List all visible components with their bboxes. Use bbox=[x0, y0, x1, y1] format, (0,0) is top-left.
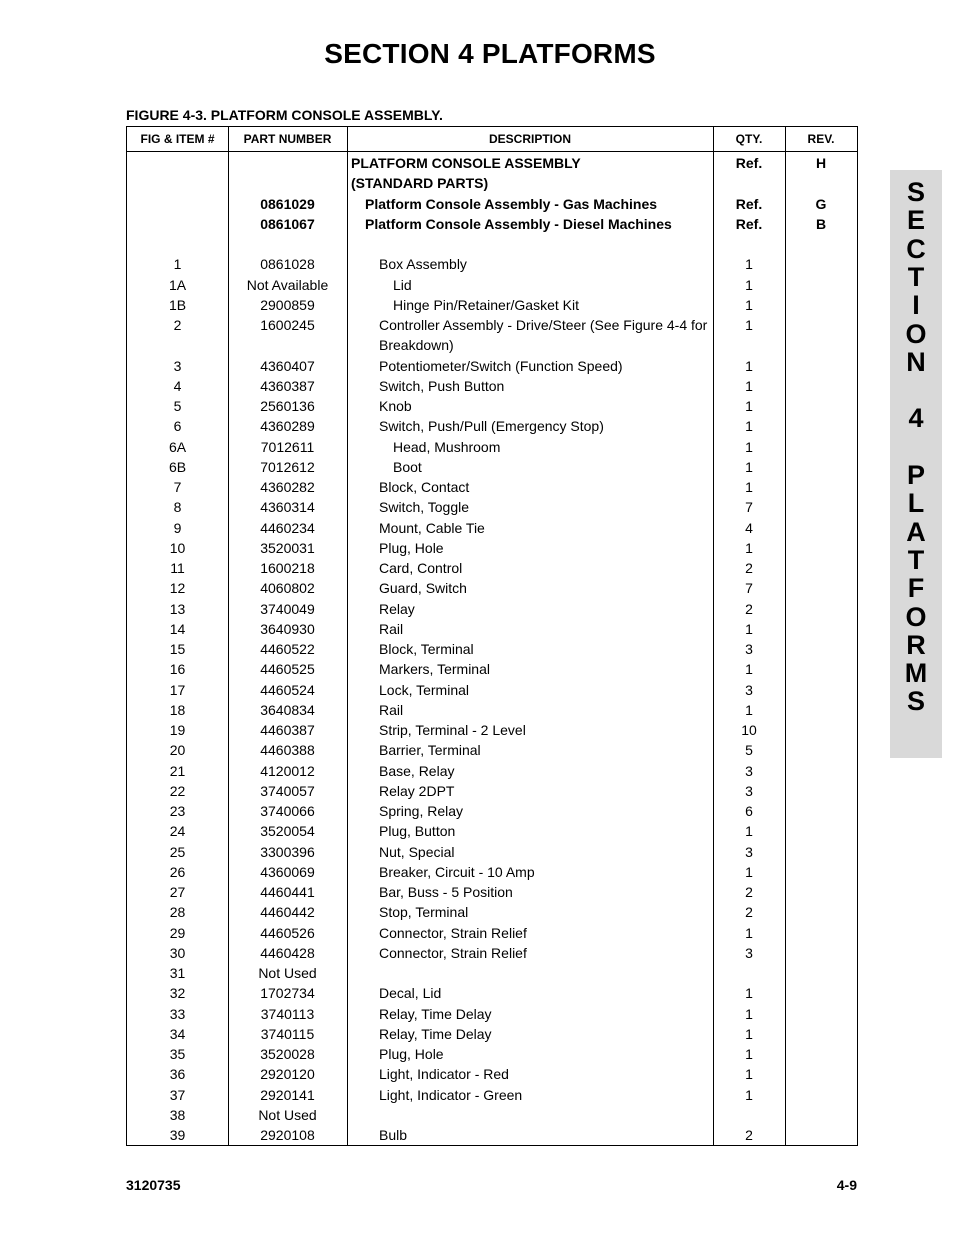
cell-description: Hinge Pin/Retainer/Gasket Kit bbox=[393, 296, 579, 313]
table-row bbox=[127, 214, 857, 234]
cell-part-number: 3740049 bbox=[260, 600, 315, 617]
cell-description: Decal, Lid bbox=[379, 985, 442, 1002]
cell-qty: 1 bbox=[745, 1066, 753, 1083]
table-row bbox=[127, 1064, 857, 1084]
cell-part-number: 4460524 bbox=[260, 681, 315, 698]
cell-description: Breaker, Circuit - 10 Amp bbox=[379, 863, 535, 880]
table-row bbox=[127, 923, 857, 943]
cell-fig-item: 11 bbox=[170, 560, 185, 576]
side-tab-letter: F bbox=[907, 573, 925, 604]
cell-qty: 1 bbox=[745, 438, 753, 455]
table-row bbox=[127, 862, 857, 882]
table-row bbox=[127, 821, 857, 841]
cell-qty: Ref. bbox=[735, 215, 763, 232]
cell-part-number: 3740066 bbox=[260, 803, 315, 819]
cell-part-number: 4460234 bbox=[260, 519, 315, 536]
cell-description: Platform Console Assembly - Diesel Machines bbox=[365, 215, 672, 232]
table-row bbox=[127, 275, 857, 295]
cell-description: Potentiometer/Switch (Function Speed) bbox=[379, 357, 623, 374]
cell-part-number: 0861029 bbox=[260, 195, 315, 212]
cell-description: Base, Relay bbox=[379, 762, 455, 779]
table-row bbox=[127, 578, 857, 598]
side-tab-letter: C bbox=[906, 233, 926, 264]
cell-part-number: 4460387 bbox=[260, 722, 315, 738]
cell-qty: 1 bbox=[745, 458, 753, 475]
table-row bbox=[127, 1125, 857, 1145]
cell-fig-item: 35 bbox=[169, 1046, 186, 1062]
cell-rev: H bbox=[815, 155, 827, 171]
cell-part-number: 4460526 bbox=[260, 924, 315, 941]
cell-qty: Ref. bbox=[735, 155, 763, 171]
cell-description: PLATFORM CONSOLE ASSEMBLY bbox=[351, 155, 581, 171]
table-row bbox=[127, 1004, 857, 1024]
cell-fig-item: 30 bbox=[169, 944, 186, 961]
cell-fig-item: 28 bbox=[169, 904, 186, 921]
cell-description: Relay 2DPT bbox=[379, 782, 455, 799]
table-row bbox=[127, 1105, 857, 1125]
table-header bbox=[127, 127, 857, 152]
table-row bbox=[127, 639, 857, 659]
cell-fig-item: 27 bbox=[169, 884, 186, 900]
table-row bbox=[127, 963, 857, 983]
table-row bbox=[127, 376, 857, 396]
table-row bbox=[127, 740, 857, 760]
cell-qty: 2 bbox=[745, 1127, 753, 1143]
figure-title: FIGURE 4-3. PLATFORM CONSOLE ASSEMBLY. bbox=[126, 107, 443, 123]
cell-qty: 2 bbox=[745, 904, 753, 921]
cell-part-number: 7012611 bbox=[260, 438, 315, 455]
table-row bbox=[127, 538, 857, 558]
cell-qty: 1 bbox=[745, 479, 753, 495]
cell-fig-item: 7 bbox=[173, 479, 182, 495]
cell-fig-item: 6 bbox=[173, 418, 182, 435]
cell-qty: 1 bbox=[745, 1046, 753, 1062]
cell-part-number: 4360407 bbox=[260, 357, 315, 374]
table-row bbox=[127, 315, 857, 356]
cell-fig-item: 21 bbox=[169, 762, 186, 779]
cell-description: Stop, Terminal bbox=[379, 904, 469, 921]
side-tab-letter: R bbox=[906, 629, 926, 660]
cell-qty: 1 bbox=[745, 398, 753, 414]
table-row bbox=[127, 234, 857, 254]
cell-description: Block, Terminal bbox=[379, 641, 474, 657]
table-row bbox=[127, 497, 857, 517]
table-row bbox=[127, 194, 857, 214]
cell-part-number: 4360289 bbox=[260, 418, 315, 435]
cell-part-number: 3740115 bbox=[260, 1025, 315, 1042]
cell-qty: 6 bbox=[745, 803, 753, 819]
cell-part-number: 3520054 bbox=[260, 823, 315, 840]
cell-qty: 1 bbox=[745, 823, 753, 840]
cell-description: Head, Mushroom bbox=[393, 438, 501, 455]
side-tab-letter: A bbox=[906, 516, 926, 547]
cell-qty: 1 bbox=[745, 317, 753, 333]
cell-description: Lid bbox=[393, 276, 412, 293]
side-tab-letter: I bbox=[912, 290, 920, 321]
cell-part-number: 2560136 bbox=[260, 398, 315, 414]
cell-qty: 1 bbox=[745, 357, 753, 374]
table-row bbox=[127, 882, 857, 902]
table-row bbox=[127, 254, 857, 274]
cell-description: Rail bbox=[379, 620, 404, 637]
cell-fig-item: 8 bbox=[173, 499, 182, 516]
cell-description: Barrier, Terminal bbox=[379, 742, 481, 759]
cell-qty: 4 bbox=[745, 519, 753, 536]
table-row bbox=[127, 437, 857, 457]
cell-description: Relay, Time Delay bbox=[379, 1025, 492, 1042]
parts-table bbox=[126, 126, 858, 1146]
cell-qty: 1 bbox=[745, 296, 753, 313]
cell-description: Card, Control bbox=[379, 560, 463, 576]
cell-description: Controller Assembly - Drive/Steer (See Figure 4-4 for Breakdown) bbox=[379, 317, 708, 354]
cell-description: Connector, Strain Relief bbox=[379, 924, 527, 941]
cell-description: Plug, Hole bbox=[379, 1046, 444, 1062]
cell-description: Block, Contact bbox=[379, 479, 470, 495]
cell-qty: 1 bbox=[745, 1086, 753, 1103]
cell-qty: Ref. bbox=[735, 195, 763, 212]
side-tab-letter: 4 bbox=[908, 403, 924, 434]
cell-fig-item: 39 bbox=[169, 1127, 186, 1143]
cell-rev: G bbox=[815, 195, 827, 212]
table-row bbox=[127, 720, 857, 740]
cell-fig-item: 12 bbox=[169, 580, 186, 597]
header-rev: REV. bbox=[807, 132, 835, 146]
cell-description: Bulb bbox=[379, 1127, 408, 1143]
table-row bbox=[127, 1085, 857, 1105]
table-row bbox=[127, 396, 857, 416]
cell-part-number: 2900859 bbox=[260, 296, 315, 313]
cell-part-number: 2920120 bbox=[260, 1066, 315, 1083]
side-tab-letter: S bbox=[906, 177, 925, 207]
cell-fig-item: 19 bbox=[169, 722, 186, 738]
header-fig-item: FIG & ITEM # bbox=[140, 132, 215, 146]
cell-description: Rail bbox=[379, 701, 404, 718]
cell-qty: 1 bbox=[745, 276, 753, 293]
table-row bbox=[127, 295, 857, 315]
table-row bbox=[127, 700, 857, 720]
cell-description: Light, Indicator - Green bbox=[379, 1086, 523, 1103]
cell-qty: 1 bbox=[745, 1025, 753, 1042]
cell-description: Strip, Terminal - 2 Level bbox=[379, 722, 526, 738]
cell-description: Relay, Time Delay bbox=[379, 1005, 492, 1022]
cell-fig-item: 37 bbox=[169, 1086, 186, 1103]
cell-fig-item: 9 bbox=[173, 519, 182, 536]
cell-part-number: 4460388 bbox=[260, 742, 315, 759]
cell-part-number: 4460428 bbox=[260, 944, 315, 961]
header-description: DESCRIPTION bbox=[488, 132, 571, 146]
cell-description: Switch, Push Button bbox=[379, 377, 505, 394]
table-row bbox=[127, 983, 857, 1003]
cell-part-number: 4460442 bbox=[260, 904, 315, 921]
table-row bbox=[127, 801, 857, 821]
cell-description: Markers, Terminal bbox=[379, 661, 490, 678]
cell-fig-item: 15 bbox=[169, 641, 186, 657]
cell-qty: 1 bbox=[745, 620, 753, 637]
cell-fig-item: 1 bbox=[173, 256, 182, 273]
cell-part-number: 4360314 bbox=[260, 499, 315, 516]
table-row bbox=[127, 781, 857, 801]
cell-qty: 1 bbox=[745, 701, 753, 718]
cell-part-number: Not Used bbox=[258, 1106, 317, 1123]
cell-description: Boot bbox=[393, 458, 422, 475]
cell-description: Spring, Relay bbox=[379, 803, 464, 819]
cell-part-number: 3740113 bbox=[260, 1005, 315, 1022]
cell-qty: 3 bbox=[745, 944, 753, 961]
footer-doc-number: 3120735 bbox=[126, 1177, 181, 1193]
cell-qty: 1 bbox=[745, 377, 753, 394]
cell-fig-item: 24 bbox=[169, 823, 186, 840]
cell-qty: 10 bbox=[741, 722, 757, 738]
cell-fig-item: 2 bbox=[173, 317, 182, 333]
cell-part-number: 1600218 bbox=[260, 560, 315, 576]
cell-fig-item: 5 bbox=[173, 398, 182, 414]
cell-fig-item: 18 bbox=[169, 701, 186, 718]
cell-fig-item: 13 bbox=[169, 600, 186, 617]
cell-part-number: 4460441 bbox=[260, 884, 315, 900]
cell-fig-item: 6A bbox=[168, 438, 187, 455]
cell-qty: 1 bbox=[745, 985, 753, 1002]
cell-part-number: 3300396 bbox=[260, 843, 315, 860]
cell-part-number: Not Available bbox=[246, 276, 329, 293]
cell-part-number: Not Used bbox=[258, 965, 317, 981]
cell-fig-item: 23 bbox=[169, 803, 186, 819]
section-side-tab bbox=[890, 170, 942, 758]
table-row bbox=[127, 1044, 857, 1064]
cell-part-number: 3520028 bbox=[260, 1046, 315, 1062]
side-tab-letter: T bbox=[907, 544, 925, 575]
cell-fig-item: 38 bbox=[169, 1106, 186, 1123]
table-row bbox=[127, 761, 857, 781]
table-row bbox=[127, 1024, 857, 1044]
side-tab-letter: N bbox=[906, 346, 926, 377]
cell-description: Knob bbox=[379, 398, 412, 414]
table-row bbox=[127, 558, 857, 578]
cell-description: Plug, Hole bbox=[379, 539, 444, 556]
table-row bbox=[127, 659, 857, 679]
cell-description: Switch, Toggle bbox=[379, 499, 470, 516]
cell-part-number: 3520031 bbox=[260, 539, 315, 556]
cell-qty: 2 bbox=[745, 600, 753, 617]
table-row bbox=[127, 599, 857, 619]
table-row bbox=[127, 619, 857, 639]
cell-description: Box Assembly bbox=[379, 256, 467, 273]
cell-description: Lock, Terminal bbox=[379, 681, 470, 698]
cell-description: Switch, Push/Pull (Emergency Stop) bbox=[379, 418, 604, 435]
table-row bbox=[127, 416, 857, 436]
cell-part-number: 4460525 bbox=[260, 661, 315, 678]
cell-fig-item: 16 bbox=[169, 661, 186, 678]
cell-fig-item: 36 bbox=[169, 1066, 186, 1083]
cell-qty: 2 bbox=[745, 560, 753, 576]
cell-fig-item: 22 bbox=[169, 782, 186, 799]
cell-part-number: 2920108 bbox=[260, 1127, 315, 1143]
table-body bbox=[127, 153, 857, 1145]
cell-qty: 3 bbox=[745, 782, 753, 799]
table-row bbox=[127, 842, 857, 862]
table-row bbox=[127, 680, 857, 700]
cell-qty: 3 bbox=[745, 681, 753, 698]
cell-qty: 1 bbox=[745, 661, 753, 678]
cell-part-number: 0861067 bbox=[260, 215, 315, 232]
table-row bbox=[127, 518, 857, 538]
cell-description: Relay bbox=[379, 600, 415, 617]
header-qty: QTY. bbox=[735, 132, 763, 146]
cell-part-number: 3640930 bbox=[260, 620, 315, 637]
cell-fig-item: 6B bbox=[168, 458, 187, 475]
table-row bbox=[127, 902, 857, 922]
cell-part-number: 3640834 bbox=[260, 701, 315, 718]
cell-part-number: 1702734 bbox=[260, 985, 315, 1002]
cell-part-number: 7012612 bbox=[260, 458, 315, 475]
side-tab-letter: M bbox=[904, 658, 928, 689]
cell-part-number: 4060802 bbox=[260, 580, 315, 597]
cell-description: Guard, Switch bbox=[379, 580, 467, 597]
cell-description: Light, Indicator - Red bbox=[379, 1066, 509, 1083]
page-title: SECTION 4 PLATFORMS bbox=[324, 38, 656, 69]
cell-qty: 3 bbox=[745, 843, 753, 860]
cell-fig-item: 20 bbox=[169, 742, 186, 759]
cell-part-number: 4460522 bbox=[260, 641, 315, 657]
side-tab-letter: P bbox=[906, 460, 925, 490]
cell-part-number: 0861028 bbox=[260, 256, 315, 273]
side-tab-letter: S bbox=[906, 686, 925, 717]
cell-qty: 1 bbox=[745, 418, 753, 435]
cell-fig-item: 3 bbox=[173, 357, 182, 374]
cell-fig-item: 26 bbox=[169, 863, 186, 880]
cell-qty: 2 bbox=[745, 884, 753, 900]
cell-fig-item: 29 bbox=[169, 924, 186, 941]
cell-qty: 7 bbox=[745, 580, 753, 597]
table-row bbox=[127, 457, 857, 477]
cell-qty: 1 bbox=[745, 1005, 753, 1022]
side-tab-letter: T bbox=[907, 261, 925, 292]
cell-part-number: 4360069 bbox=[260, 863, 315, 880]
table-row bbox=[127, 477, 857, 497]
table-row bbox=[127, 173, 857, 193]
cell-fig-item: 1B bbox=[168, 296, 187, 313]
table-row bbox=[127, 356, 857, 376]
cell-qty: 5 bbox=[745, 742, 753, 759]
header-part-number: PART NUMBER bbox=[243, 132, 332, 146]
cell-description: Platform Console Assembly - Gas Machines bbox=[365, 195, 658, 212]
cell-description: Plug, Button bbox=[379, 823, 456, 840]
cell-qty: 3 bbox=[745, 641, 753, 657]
cell-fig-item: 10 bbox=[169, 539, 186, 556]
side-tab-letter: E bbox=[906, 205, 925, 236]
cell-part-number: 4360387 bbox=[260, 377, 315, 394]
cell-qty: 1 bbox=[745, 539, 753, 556]
table-row bbox=[127, 153, 857, 173]
side-tab-letter: L bbox=[907, 488, 925, 519]
cell-part-number: 3740057 bbox=[260, 782, 315, 799]
cell-fig-item: 1A bbox=[168, 276, 187, 293]
cell-rev: B bbox=[815, 215, 827, 232]
side-tab-letter: O bbox=[905, 318, 927, 349]
cell-qty: 1 bbox=[745, 256, 753, 273]
cell-fig-item: 34 bbox=[169, 1025, 186, 1042]
cell-fig-item: 25 bbox=[169, 843, 186, 860]
cell-part-number: 1600245 bbox=[260, 317, 315, 333]
table-row bbox=[127, 943, 857, 963]
cell-fig-item: 17 bbox=[169, 681, 186, 698]
cell-qty: 1 bbox=[745, 924, 753, 941]
cell-qty: 3 bbox=[745, 762, 753, 779]
cell-fig-item: 31 bbox=[169, 965, 186, 981]
footer-page-number: 4-9 bbox=[836, 1177, 857, 1193]
cell-fig-item: 4 bbox=[173, 377, 182, 394]
cell-description: Bar, Buss - 5 Position bbox=[379, 884, 513, 900]
cell-description: Mount, Cable Tie bbox=[379, 519, 485, 536]
cell-fig-item: 14 bbox=[169, 620, 186, 637]
cell-part-number: 4360282 bbox=[260, 479, 315, 495]
cell-description: Nut, Special bbox=[379, 843, 455, 860]
cell-part-number: 2920141 bbox=[260, 1086, 315, 1103]
cell-description: Connector, Strain Relief bbox=[379, 944, 527, 961]
side-tab-letter: O bbox=[905, 601, 927, 632]
cell-description: (STANDARD PARTS) bbox=[351, 175, 489, 192]
cell-part-number: 4120012 bbox=[260, 762, 315, 779]
cell-qty: 7 bbox=[745, 499, 753, 516]
cell-fig-item: 32 bbox=[169, 985, 186, 1002]
cell-qty: 1 bbox=[745, 863, 753, 880]
cell-fig-item: 33 bbox=[169, 1005, 186, 1022]
